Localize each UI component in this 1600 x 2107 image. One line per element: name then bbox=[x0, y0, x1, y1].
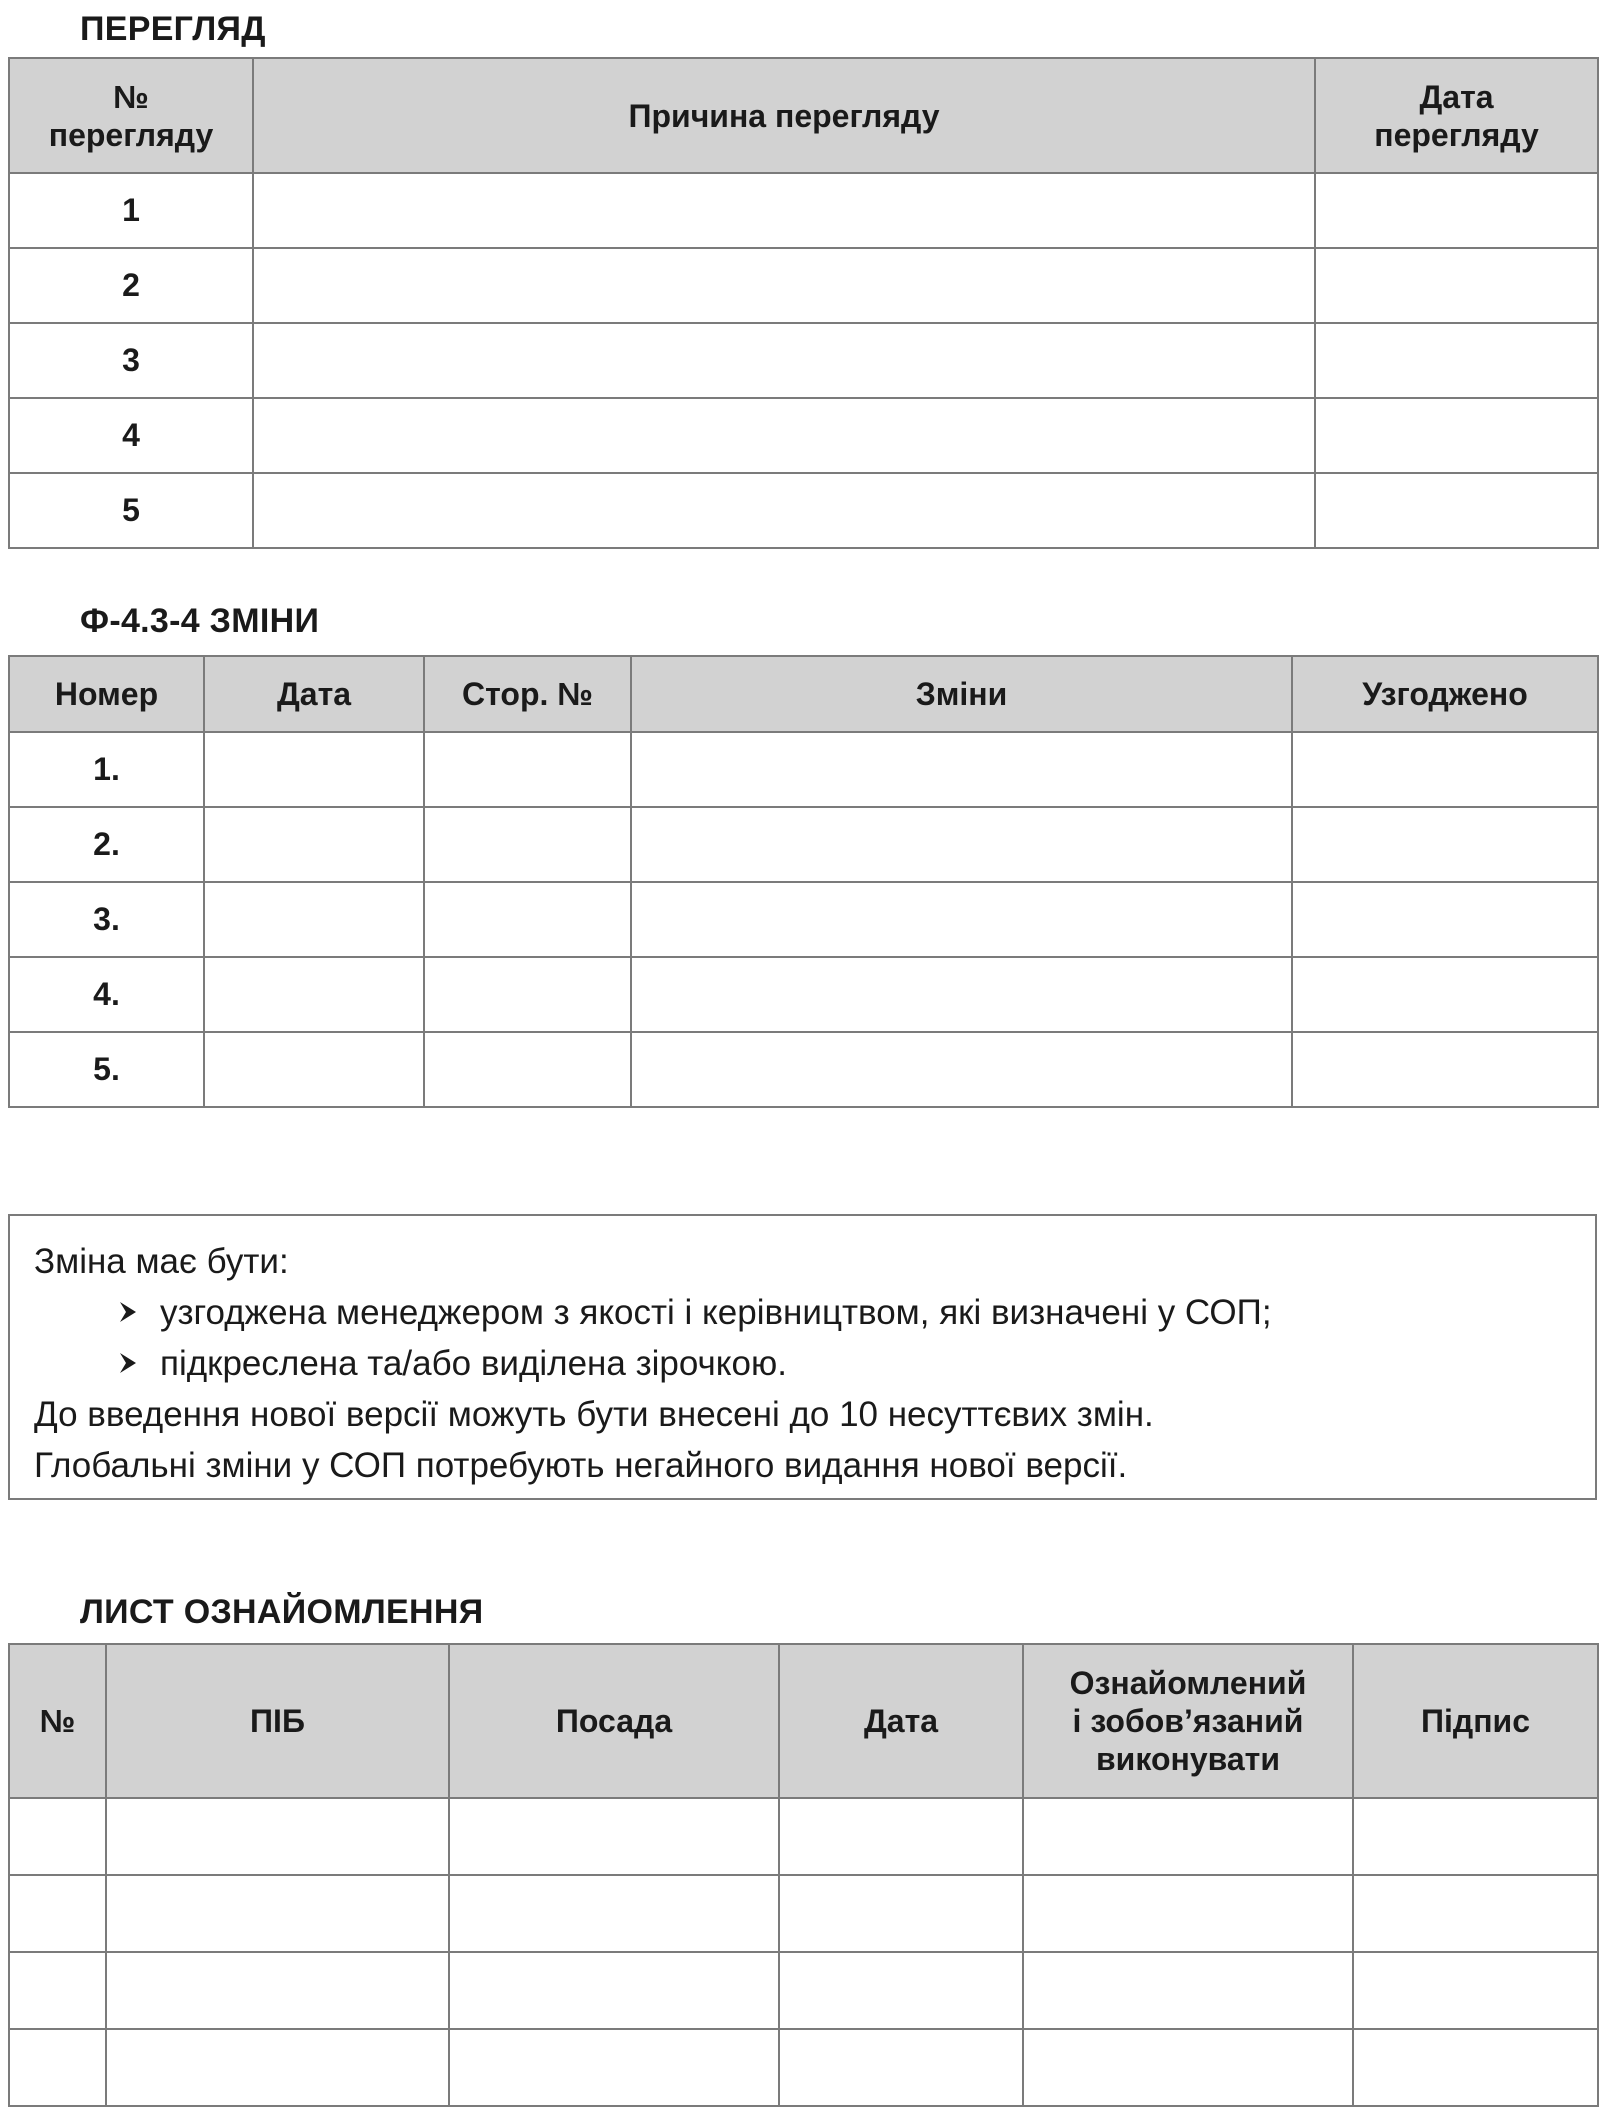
review-number-cell: 3 bbox=[9, 323, 253, 398]
acquaintance-table bbox=[8, 1643, 1599, 2107]
changes-header-row bbox=[9, 656, 1598, 732]
changes-date-cell[interactable] bbox=[204, 1032, 424, 1107]
review-table bbox=[8, 57, 1599, 549]
acquaintance-position-cell[interactable] bbox=[449, 2029, 779, 2106]
changes-row bbox=[9, 732, 1598, 807]
changes-description-cell[interactable] bbox=[631, 807, 1292, 882]
acquaintance-signature-cell[interactable] bbox=[1353, 1798, 1598, 1875]
changes-page-cell[interactable] bbox=[424, 807, 631, 882]
acquaintance-header-signature: Підпис bbox=[1353, 1644, 1598, 1798]
acquaintance-signature-cell[interactable] bbox=[1353, 2029, 1598, 2106]
review-row bbox=[9, 323, 1598, 398]
acquaintance-row bbox=[9, 1798, 1598, 1875]
note-bullet-item bbox=[118, 1338, 1595, 1389]
acquaintance-acknowledged-cell[interactable] bbox=[1023, 1875, 1353, 1952]
acquaintance-date-cell[interactable] bbox=[779, 1952, 1023, 2029]
review-date-cell[interactable] bbox=[1315, 398, 1598, 473]
review-header-row bbox=[9, 58, 1598, 173]
review-reason-cell[interactable] bbox=[253, 473, 1315, 548]
changes-header-changes: Зміни bbox=[631, 656, 1292, 732]
acquaintance-acknowledged-cell[interactable] bbox=[1023, 2029, 1353, 2106]
changes-header-date: Дата bbox=[204, 656, 424, 732]
changes-description-cell[interactable] bbox=[631, 882, 1292, 957]
changes-date-cell[interactable] bbox=[204, 732, 424, 807]
acquaintance-date-cell[interactable] bbox=[779, 1875, 1023, 1952]
acquaintance-row bbox=[9, 2029, 1598, 2106]
review-date-cell[interactable] bbox=[1315, 323, 1598, 398]
review-section-title: ПЕРЕГЛЯД bbox=[80, 10, 266, 48]
changes-description-cell[interactable] bbox=[631, 732, 1292, 807]
acquaintance-header-name: ПІБ bbox=[106, 1644, 449, 1798]
review-number-cell: 2 bbox=[9, 248, 253, 323]
note-line: Глобальні зміни у СОП потребують негайного видання нової версії. bbox=[34, 1446, 1128, 1485]
changes-page-cell[interactable] bbox=[424, 957, 631, 1032]
changes-page-cell[interactable] bbox=[424, 882, 631, 957]
acquaintance-number-cell[interactable] bbox=[9, 1952, 106, 2029]
review-number-cell: 1 bbox=[9, 173, 253, 248]
changes-row bbox=[9, 1032, 1598, 1107]
acquaintance-row bbox=[9, 1875, 1598, 1952]
changes-row bbox=[9, 957, 1598, 1032]
acquaintance-header-position: Посада bbox=[449, 1644, 779, 1798]
changes-row bbox=[9, 807, 1598, 882]
changes-header-page: Стор. № bbox=[424, 656, 631, 732]
changes-date-cell[interactable] bbox=[204, 807, 424, 882]
note-bullet-list bbox=[34, 1287, 1595, 1389]
changes-approved-cell[interactable] bbox=[1292, 732, 1598, 807]
changes-approved-cell[interactable] bbox=[1292, 882, 1598, 957]
changes-header-approved: Узгоджено bbox=[1292, 656, 1598, 732]
acquaintance-header-date: Дата bbox=[779, 1644, 1023, 1798]
review-header-reason: Причина перегляду bbox=[253, 58, 1315, 173]
note-bullet-text: узгоджена менеджером з якості і керівництвом, які визначені у СОП; bbox=[160, 1293, 1272, 1332]
changes-number-cell: 1. bbox=[9, 732, 204, 807]
review-header-number: № перегляду bbox=[9, 58, 253, 173]
acquaintance-number-cell[interactable] bbox=[9, 2029, 106, 2106]
changes-approved-cell[interactable] bbox=[1292, 957, 1598, 1032]
acquaintance-signature-cell[interactable] bbox=[1353, 1875, 1598, 1952]
changes-description-cell[interactable] bbox=[631, 1032, 1292, 1107]
review-reason-cell[interactable] bbox=[253, 323, 1315, 398]
acquaintance-acknowledged-cell[interactable] bbox=[1023, 1798, 1353, 1875]
changes-row bbox=[9, 882, 1598, 957]
acquaintance-date-cell[interactable] bbox=[779, 2029, 1023, 2106]
note-line: До введення нової версії можуть бути внесені до 10 несуттєвих змін. bbox=[34, 1395, 1154, 1434]
acquaintance-position-cell[interactable] bbox=[449, 1798, 779, 1875]
review-date-cell[interactable] bbox=[1315, 173, 1598, 248]
review-header-date: Дата перегляду bbox=[1315, 58, 1598, 173]
changes-number-cell: 2. bbox=[9, 807, 204, 882]
changes-table bbox=[8, 655, 1599, 1108]
change-rules-note bbox=[8, 1214, 1597, 1500]
review-reason-cell[interactable] bbox=[253, 173, 1315, 248]
changes-date-cell[interactable] bbox=[204, 882, 424, 957]
acquaintance-name-cell[interactable] bbox=[106, 1952, 449, 2029]
acquaintance-header-acknowledged: Ознайомлений і зобов’язаний виконувати bbox=[1023, 1644, 1353, 1798]
acquaintance-position-cell[interactable] bbox=[449, 1875, 779, 1952]
note-bullet-text: підкреслена та/або виділена зірочкою. bbox=[160, 1344, 787, 1383]
review-number-cell: 5 bbox=[9, 473, 253, 548]
review-row bbox=[9, 398, 1598, 473]
acquaintance-name-cell[interactable] bbox=[106, 2029, 449, 2106]
acquaintance-signature-cell[interactable] bbox=[1353, 1952, 1598, 2029]
changes-header-number: Номер bbox=[9, 656, 204, 732]
acquaintance-row bbox=[9, 1952, 1598, 2029]
acquaintance-header-number: № bbox=[9, 1644, 106, 1798]
note-bullet-item bbox=[118, 1287, 1595, 1338]
changes-approved-cell[interactable] bbox=[1292, 807, 1598, 882]
review-date-cell[interactable] bbox=[1315, 473, 1598, 548]
acquaintance-number-cell[interactable] bbox=[9, 1798, 106, 1875]
review-date-cell[interactable] bbox=[1315, 248, 1598, 323]
acquaintance-name-cell[interactable] bbox=[106, 1798, 449, 1875]
arrow-bullet-icon bbox=[118, 1301, 138, 1323]
note-intro: Зміна має бути: bbox=[34, 1242, 289, 1281]
acquaintance-name-cell[interactable] bbox=[106, 1875, 449, 1952]
changes-number-cell: 4. bbox=[9, 957, 204, 1032]
acquaintance-number-cell[interactable] bbox=[9, 1875, 106, 1952]
changes-date-cell[interactable] bbox=[204, 957, 424, 1032]
acquaintance-acknowledged-cell[interactable] bbox=[1023, 1952, 1353, 2029]
acquaintance-section-title: ЛИСТ ОЗНАЙОМЛЕННЯ bbox=[80, 1593, 484, 1631]
changes-number-cell: 5. bbox=[9, 1032, 204, 1107]
changes-number-cell: 3. bbox=[9, 882, 204, 957]
review-number-cell: 4 bbox=[9, 398, 253, 473]
arrow-bullet-icon bbox=[118, 1352, 138, 1374]
changes-page-cell[interactable] bbox=[424, 732, 631, 807]
review-row bbox=[9, 473, 1598, 548]
changes-description-cell[interactable] bbox=[631, 957, 1292, 1032]
review-row bbox=[9, 173, 1598, 248]
review-reason-cell[interactable] bbox=[253, 398, 1315, 473]
acquaintance-header-row bbox=[9, 1644, 1598, 1798]
changes-section-title: Ф-4.3-4 ЗМІНИ bbox=[80, 602, 320, 640]
acquaintance-date-cell[interactable] bbox=[779, 1798, 1023, 1875]
changes-page-cell[interactable] bbox=[424, 1032, 631, 1107]
acquaintance-position-cell[interactable] bbox=[449, 1952, 779, 2029]
review-reason-cell[interactable] bbox=[253, 248, 1315, 323]
review-row bbox=[9, 248, 1598, 323]
changes-approved-cell[interactable] bbox=[1292, 1032, 1598, 1107]
